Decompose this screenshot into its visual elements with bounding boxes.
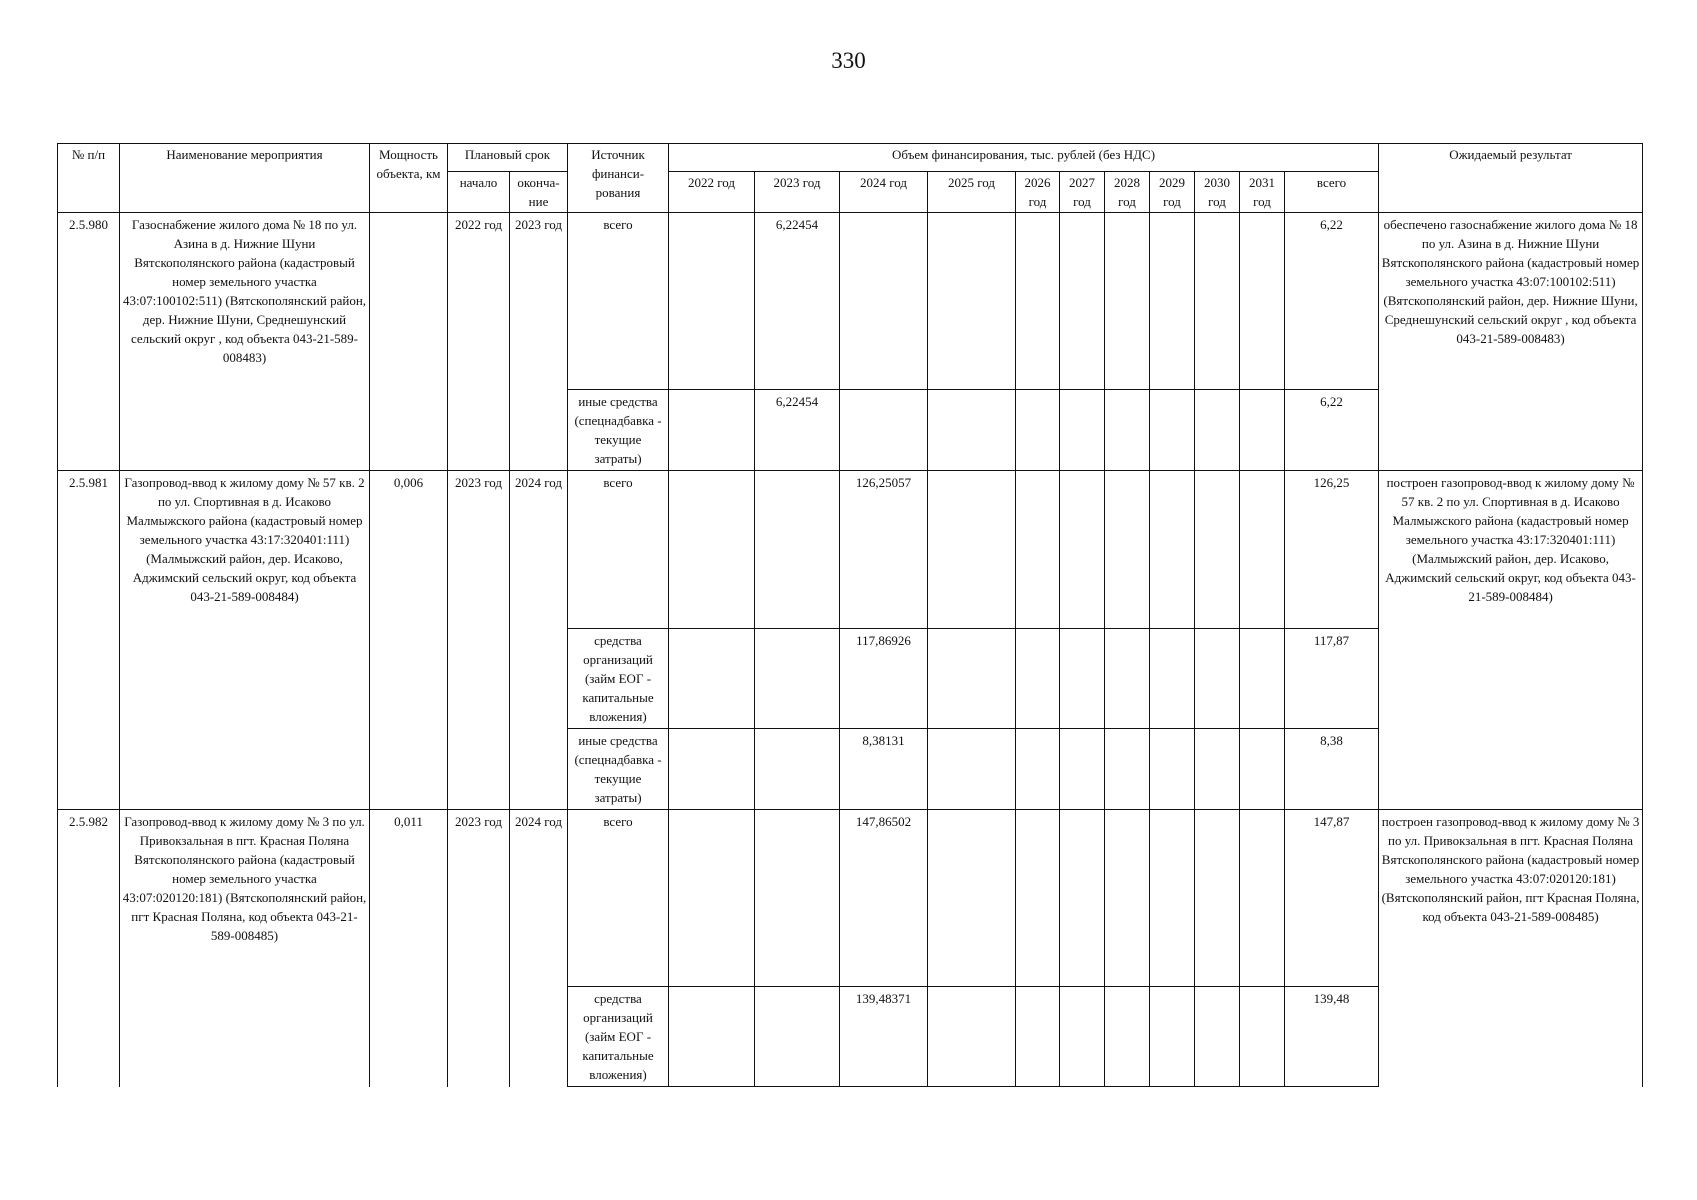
header-year-2029: 2029 год [1150, 172, 1195, 213]
row-source: всего [568, 810, 669, 987]
row-name: Газоснабжение жилого дома № 18 по ул. Азина в д. Нижние Шуни Вятскополянского района (кадастровый номер земельного участка 43:07:100102:511) (Вятскополянский район, дер. Нижние Шуни, Среднешунский сельский округ , код объекта 043-21-589-008483) [120, 213, 370, 471]
value-cell [1240, 213, 1285, 390]
value-cell [928, 729, 1016, 810]
value-cell [755, 629, 840, 729]
value-cell [928, 213, 1016, 390]
financing-table [57, 143, 1643, 1087]
value-cell [1240, 390, 1285, 471]
value-cell [1016, 213, 1060, 390]
value-cell: 147,86502 [840, 810, 928, 987]
value-cell: 6,22454 [755, 213, 840, 390]
row-capacity [370, 213, 448, 471]
value-cell [1240, 810, 1285, 987]
header-year-2030: 2030 год [1195, 172, 1240, 213]
header-result: Ожидаемый результат [1379, 144, 1643, 213]
row-end: 2024 год [510, 471, 568, 810]
value-cell [755, 987, 840, 1087]
header-num: № п/п [58, 144, 120, 213]
value-cell [1105, 987, 1150, 1087]
value-cell [1240, 629, 1285, 729]
value-cell: 117,86926 [840, 629, 928, 729]
value-cell [1150, 213, 1195, 390]
value-cell [1060, 810, 1105, 987]
row-source: средства организаций (займ ЕОГ - капитальные вложения) [568, 629, 669, 729]
value-cell [1240, 471, 1285, 629]
value-cell [1105, 629, 1150, 729]
total-cell: 126,25 [1285, 471, 1379, 629]
value-cell [1016, 629, 1060, 729]
value-cell [928, 471, 1016, 629]
header-name: Наименование мероприятия [120, 144, 370, 213]
row-num: 2.5.981 [58, 471, 120, 810]
value-cell [1150, 729, 1195, 810]
row-start: 2022 год [448, 213, 510, 471]
value-cell [1195, 471, 1240, 629]
header-year-2023: 2023 год [755, 172, 840, 213]
value-cell [1240, 987, 1285, 1087]
value-cell [1195, 810, 1240, 987]
value-cell [1060, 629, 1105, 729]
value-cell [1016, 810, 1060, 987]
header-end: оконча-ние [510, 172, 568, 213]
total-cell: 8,38 [1285, 729, 1379, 810]
row-start: 2023 год [448, 471, 510, 810]
value-cell [1150, 471, 1195, 629]
total-cell: 6,22 [1285, 213, 1379, 390]
value-cell [755, 471, 840, 629]
row-result: построен газопровод-ввод к жилому дому № 57 кв. 2 по ул. Спортивная в д. Исаково Малмыжского района (кадастровый номер земельного участка 43:17:320401:111) (Малмыжский район, дер. Исаково, Аджимский сельский округ, код объекта 043-21-589-008484) [1379, 471, 1643, 810]
value-cell: 139,48371 [840, 987, 928, 1087]
row-end: 2024 год [510, 810, 568, 1087]
row-num: 2.5.980 [58, 213, 120, 471]
header-year-2024: 2024 год [840, 172, 928, 213]
header-year-2025: 2025 год [928, 172, 1016, 213]
value-cell [1060, 390, 1105, 471]
header-year-2028: 2028 год [1105, 172, 1150, 213]
row-name: Газопровод-ввод к жилому дому № 3 по ул. Привокзальная в пгт. Красная Поляна Вятскополянского района (кадастровый номер земельного участка 43:07:020120:181) (Вятскополянский район, пгт Красная Поляна, код объекта 043-21-589-008485) [120, 810, 370, 1087]
row-source: всего [568, 213, 669, 390]
value-cell [1150, 390, 1195, 471]
value-cell [840, 390, 928, 471]
value-cell [1240, 729, 1285, 810]
table-row [58, 213, 1643, 390]
header-volume: Объем финансирования, тыс. рублей (без НДС) [669, 144, 1379, 172]
value-cell: 126,25057 [840, 471, 928, 629]
header-year-2031: 2031 год [1240, 172, 1285, 213]
value-cell [1105, 213, 1150, 390]
value-cell [669, 390, 755, 471]
value-cell [669, 471, 755, 629]
value-cell [1150, 810, 1195, 987]
value-cell [755, 729, 840, 810]
row-source: средства организаций (займ ЕОГ - капитальные вложения) [568, 987, 669, 1087]
value-cell [1060, 987, 1105, 1087]
value-cell [669, 987, 755, 1087]
value-cell [1016, 471, 1060, 629]
row-source: иные средства (спецнадбавка - текущие затраты) [568, 729, 669, 810]
value-cell [1060, 213, 1105, 390]
total-cell: 147,87 [1285, 810, 1379, 987]
header-year-2026: 2026 год [1016, 172, 1060, 213]
header-source: Источник финанси-рования [568, 144, 669, 213]
header-capacity: Мощность объекта, км [370, 144, 448, 213]
value-cell [1016, 390, 1060, 471]
row-num: 2.5.982 [58, 810, 120, 1087]
value-cell [1195, 987, 1240, 1087]
row-result: обеспечено газоснабжение жилого дома № 18 по ул. Азина в д. Нижние Шуни Вятскополянского района (кадастровый номер земельного участка 43:07:100102:511) (Вятскополянский район, дер. Нижние Шуни, Среднешунский сельский округ , код объекта 043-21-589-008483) [1379, 213, 1643, 471]
value-cell [1195, 729, 1240, 810]
value-cell [1195, 629, 1240, 729]
value-cell [1195, 213, 1240, 390]
row-name: Газопровод-ввод к жилому дому № 57 кв. 2 по ул. Спортивная в д. Исаково Малмыжского района (кадастровый номер земельного участка 43:17:320401:111) (Малмыжский район, дер. Исаково, Аджимский сельский округ, код объекта 043-21-589-008484) [120, 471, 370, 810]
header-total: всего [1285, 172, 1379, 213]
value-cell [928, 629, 1016, 729]
row-result: построен газопровод-ввод к жилому дому № 3 по ул. Привокзальная в пгт. Красная Поляна Вятскополянского района (кадастровый номер земельного участка 43:07:020120:181) (Вятскополянский район, пгт Красная Поляна, код объекта 043-21-589-008485) [1379, 810, 1643, 1087]
row-start: 2023 год [448, 810, 510, 1087]
value-cell [1105, 729, 1150, 810]
header-year-2027: 2027 год [1060, 172, 1105, 213]
value-cell [1150, 987, 1195, 1087]
header-year-2022: 2022 год [669, 172, 755, 213]
value-cell [1150, 629, 1195, 729]
row-capacity: 0,011 [370, 810, 448, 1087]
row-capacity: 0,006 [370, 471, 448, 810]
value-cell [669, 729, 755, 810]
value-cell [755, 810, 840, 987]
table-row [58, 810, 1643, 987]
value-cell [928, 390, 1016, 471]
value-cell [1195, 390, 1240, 471]
value-cell [928, 810, 1016, 987]
value-cell: 6,22454 [755, 390, 840, 471]
value-cell: 8,38131 [840, 729, 928, 810]
value-cell [1060, 471, 1105, 629]
row-source: всего [568, 471, 669, 629]
value-cell [1060, 729, 1105, 810]
row-end: 2023 год [510, 213, 568, 471]
value-cell [1016, 729, 1060, 810]
total-cell: 117,87 [1285, 629, 1379, 729]
total-cell: 6,22 [1285, 390, 1379, 471]
total-cell: 139,48 [1285, 987, 1379, 1087]
value-cell [669, 629, 755, 729]
value-cell [840, 213, 928, 390]
page-number: 330 [831, 48, 866, 73]
value-cell [669, 810, 755, 987]
value-cell [669, 213, 755, 390]
header-plan-term: Плановый срок [448, 144, 568, 172]
value-cell [928, 987, 1016, 1087]
header-start: начало [448, 172, 510, 213]
value-cell [1105, 471, 1150, 629]
table-row [58, 471, 1643, 629]
value-cell [1105, 390, 1150, 471]
value-cell [1105, 810, 1150, 987]
value-cell [1016, 987, 1060, 1087]
row-source: иные средства (спецнадбавка - текущие затраты) [568, 390, 669, 471]
